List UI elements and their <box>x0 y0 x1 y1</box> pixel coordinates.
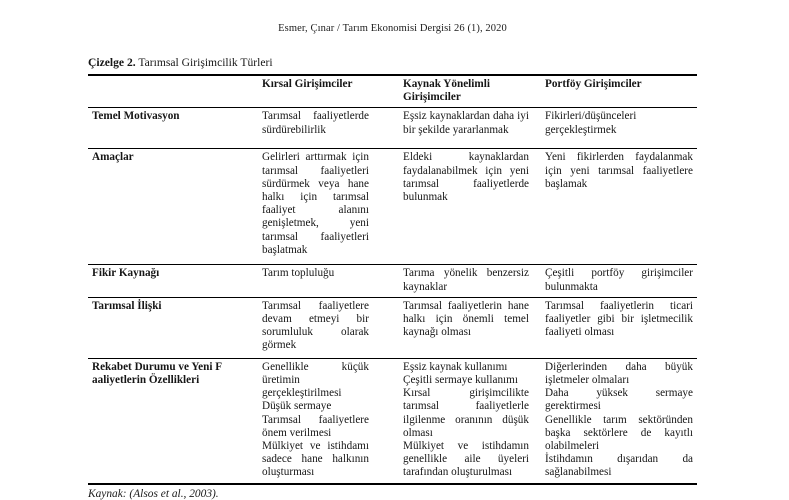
table-cell <box>403 108 545 148</box>
table-caption <box>88 56 697 69</box>
cell-text: Tarıma yönelik benzersiz kaynaklar <box>403 267 529 293</box>
table-row <box>88 358 697 483</box>
header-cell-kaynak <box>403 76 545 107</box>
cell-text: Daha yüksek sermaye gerektirmesi <box>545 387 693 413</box>
table-cell <box>262 149 403 264</box>
header-cell-empty <box>88 76 262 107</box>
cell-text: Çeşitli portföy girişimciler bulunmakta <box>545 267 693 293</box>
table-cell <box>545 298 697 358</box>
cell-text: Fikirleri/düşünceleri gerçekleştirmek <box>545 110 637 136</box>
cell-text: Tarımsal faaliyetlerde sürdürebilirlik <box>262 110 369 136</box>
entrepreneurship-types-table <box>88 74 697 485</box>
table-cell <box>262 359 403 483</box>
cell-text: Eşsiz kaynak kullanımı <box>403 360 508 373</box>
row-label <box>88 298 262 358</box>
cell-text: İstihdamın dışarıdan da sağlanabilmesi <box>545 453 693 479</box>
cell-text: Diğerlerinden daha büyük işletmeler olmaları <box>545 360 693 387</box>
table-cell <box>545 149 697 264</box>
cell-text: Yeni fikirlerden faydalanmak için yeni tarımsal faaliyetlere başlamak <box>545 151 693 190</box>
row-label <box>88 149 262 264</box>
table-cell <box>262 108 403 148</box>
row-label-text: Fikir Kaynağı <box>92 267 160 280</box>
header-cell-portfoy <box>545 76 697 107</box>
table-header-row <box>88 76 697 107</box>
cell-text: Mülkiyet ve istihdamı sadece hane halkının oluşturması <box>262 440 369 479</box>
cell-text: Kırsal girişimcilikte tarımsal faaliyetlerle ilgilenme oranının düşük olması <box>403 387 529 439</box>
table-row <box>88 297 697 358</box>
table-cell <box>403 149 545 264</box>
cell-text: Düşük sermaye <box>262 400 332 413</box>
cell-text: Tarımsal faaliyetlere devam etmeyi bir sorumluluk olarak görmek <box>262 299 369 352</box>
row-label <box>88 108 262 148</box>
table-cell <box>545 265 697 296</box>
cell-text: Tarımsal faaliyetlere önem verilmesi <box>262 413 369 439</box>
header-text: Portföy Girişimciler <box>545 78 642 90</box>
table-cell <box>403 265 545 296</box>
table-cell <box>262 298 403 358</box>
cell-text: Gelirleri arttırmak için tarımsal faaliyetleri sürdürmek veya hane halkı için tarımsal faaliyet alanını genişletmek, yeni tarımsal faaliyetleri başlatmak <box>262 151 369 256</box>
header-cell-kirsal <box>262 76 403 107</box>
row-label-text: Temel Motivasyon <box>92 110 180 123</box>
cell-text: Mülkiyet ve istihdamın genellikle aile üyeleri tarafından oluşturulması <box>403 440 529 479</box>
cell-text: Eşsiz kaynaklardan daha iyi bir şekilde yararlanmak <box>403 110 529 136</box>
table-cell <box>545 359 697 483</box>
table-cell <box>262 265 403 296</box>
cell-text: Genellikle tarım sektöründen başka sektörlere de kayıtlı olabilmeleri <box>545 413 693 453</box>
row-label-text: Tarımsal İlişki <box>92 299 162 312</box>
cell-text: Tarım topluluğu <box>262 267 335 280</box>
header-text: Kaynak Yönelimli Girişimciler <box>403 78 490 104</box>
table-row <box>88 264 697 296</box>
journal-running-head: Esmer, Çınar / Tarım Ekonomisi Dergisi 26 (1), 2020 <box>278 23 507 34</box>
source-note: Kaynak: (Alsos et al., 2003). <box>88 487 219 500</box>
table-cell <box>403 298 545 358</box>
table-body <box>88 107 697 482</box>
cell-text: Tarımsal faaliyetlerin hane halkı için önemli temel kaynağı olması <box>403 299 529 339</box>
cell-text: Tarımsal faaliyetlerin ticari faaliyetler gibi bir işletmecilik faaliyeti olması <box>545 299 693 339</box>
table-caption-title: Tarımsal Girişimcilik Türleri <box>135 56 273 69</box>
cell-text: Eldeki kaynaklardan faydalanabilmek için yeni tarımsal faaliyetlerde bulunmak <box>403 151 529 204</box>
table-row <box>88 107 697 148</box>
cell-text: Çeşitli sermaye kullanımı <box>403 374 518 387</box>
row-label-text: Rekabet Durumu ve Yeni F aaliyetlerin Özellikleri <box>92 360 222 387</box>
table-container <box>88 74 697 500</box>
cell-text: Genellikle küçük üretimin gerçekleştirilmesi <box>262 360 369 400</box>
table-caption-label: Çizelge 2. <box>88 56 136 69</box>
table-cell <box>403 359 545 483</box>
header-text: Kırsal Girişimciler <box>262 78 353 90</box>
table-row <box>88 148 697 264</box>
row-label <box>88 265 262 296</box>
row-label-text: Amaçlar <box>92 151 134 164</box>
row-label <box>88 359 262 483</box>
table-cell <box>545 108 697 148</box>
